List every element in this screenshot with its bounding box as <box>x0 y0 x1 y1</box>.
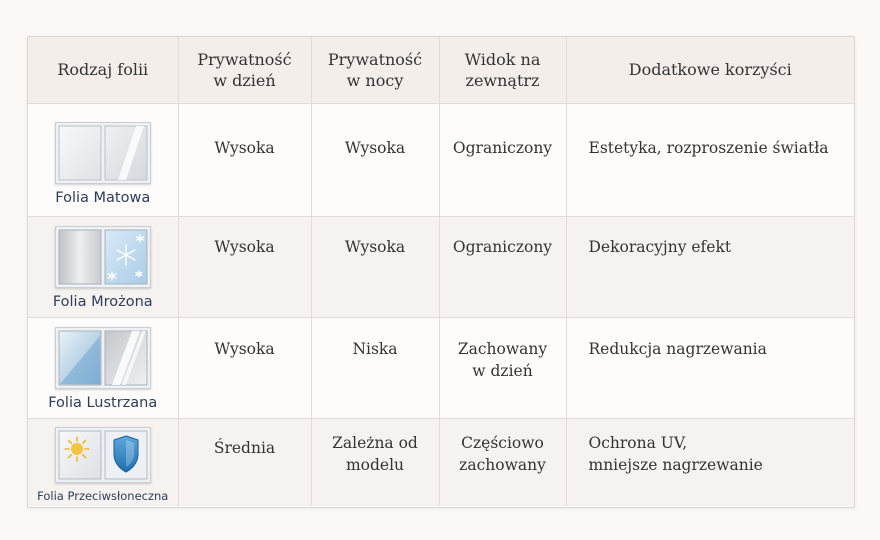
night-privacy-cell <box>311 418 439 506</box>
sun-shield-window-icon <box>55 427 151 483</box>
benefits-cell <box>566 103 854 216</box>
view-cell <box>439 103 566 216</box>
view-value: Ograniczony <box>452 237 553 256</box>
view-value-line2: zachowany <box>459 455 546 474</box>
night-privacy-value-line2: modelu <box>345 455 405 474</box>
film-type-cell <box>28 216 178 317</box>
day-privacy-cell <box>178 317 311 418</box>
day-privacy-cell <box>178 418 311 506</box>
view-cell <box>439 216 566 317</box>
day-privacy-value: Wysoka <box>214 237 275 256</box>
view-value-line1: Zachowany <box>457 339 548 358</box>
benefits-cell <box>566 317 854 418</box>
mirror-window-icon <box>55 327 151 389</box>
night-privacy-value-line1: Zależna od <box>332 433 418 452</box>
header-view <box>439 37 566 103</box>
view-value: Ograniczony <box>452 138 553 157</box>
benefits-value: Dekoracyjny efekt <box>588 237 732 256</box>
day-privacy-value: Średnia <box>213 438 276 457</box>
header-type-label: Rodzaj folii <box>57 60 149 80</box>
day-privacy-cell <box>178 103 311 216</box>
benefits-value: Redukcja nagrzewania <box>588 339 767 358</box>
header-day-privacy <box>178 37 311 103</box>
header-view-line1: Widok na <box>464 49 541 69</box>
header-night-privacy-line1: Prywatność <box>327 49 423 69</box>
night-privacy-cell <box>311 216 439 317</box>
table-row <box>28 103 854 216</box>
header-night-privacy <box>311 37 439 103</box>
film-comparison-table-frame <box>27 36 855 508</box>
night-privacy-value: Wysoka <box>344 138 406 157</box>
day-privacy-cell <box>178 216 311 317</box>
view-value-line2: w dzień <box>472 361 533 380</box>
matte-window-icon <box>55 122 151 184</box>
night-privacy-cell <box>311 103 439 216</box>
film-type-label: Folia Lustrzana <box>48 394 158 411</box>
table-row <box>28 317 854 418</box>
header-view-line2: zewnątrz <box>465 70 540 90</box>
view-cell <box>439 317 566 418</box>
table-row <box>28 418 854 506</box>
film-type-label: Folia Przeciwsłoneczna <box>37 488 169 503</box>
film-comparison-table <box>28 37 854 506</box>
day-privacy-value: Wysoka <box>214 339 275 358</box>
benefits-value-line2: mniejsze nagrzewanie <box>588 455 763 474</box>
header-type <box>28 37 178 103</box>
header-night-privacy-line2: w nocy <box>346 70 404 90</box>
table-header-row <box>28 37 854 103</box>
film-type-cell <box>28 103 178 216</box>
frosted-window-icon <box>55 226 151 288</box>
day-privacy-value: Wysoka <box>214 138 275 157</box>
table-row <box>28 216 854 317</box>
header-day-privacy-line2: w dzień <box>213 70 276 90</box>
film-type-cell <box>28 317 178 418</box>
header-benefits-label: Dodatkowe korzyści <box>628 60 792 80</box>
film-type-cell <box>28 418 178 506</box>
benefits-value-line1: Ochrona UV, <box>588 433 688 452</box>
film-type-label: Folia Mrożona <box>52 293 153 310</box>
benefits-cell <box>566 216 854 317</box>
header-benefits <box>566 37 854 103</box>
view-cell <box>439 418 566 506</box>
benefits-cell <box>566 418 854 506</box>
benefits-value: Estetyka, rozproszenie światła <box>588 138 829 157</box>
view-value-line1: Częściowo <box>461 433 544 452</box>
header-day-privacy-line1: Prywatność <box>197 49 292 69</box>
night-privacy-value: Niska <box>352 339 398 358</box>
night-privacy-value: Wysoka <box>344 237 406 256</box>
film-type-label: Folia Matowa <box>55 189 151 206</box>
night-privacy-cell <box>311 317 439 418</box>
